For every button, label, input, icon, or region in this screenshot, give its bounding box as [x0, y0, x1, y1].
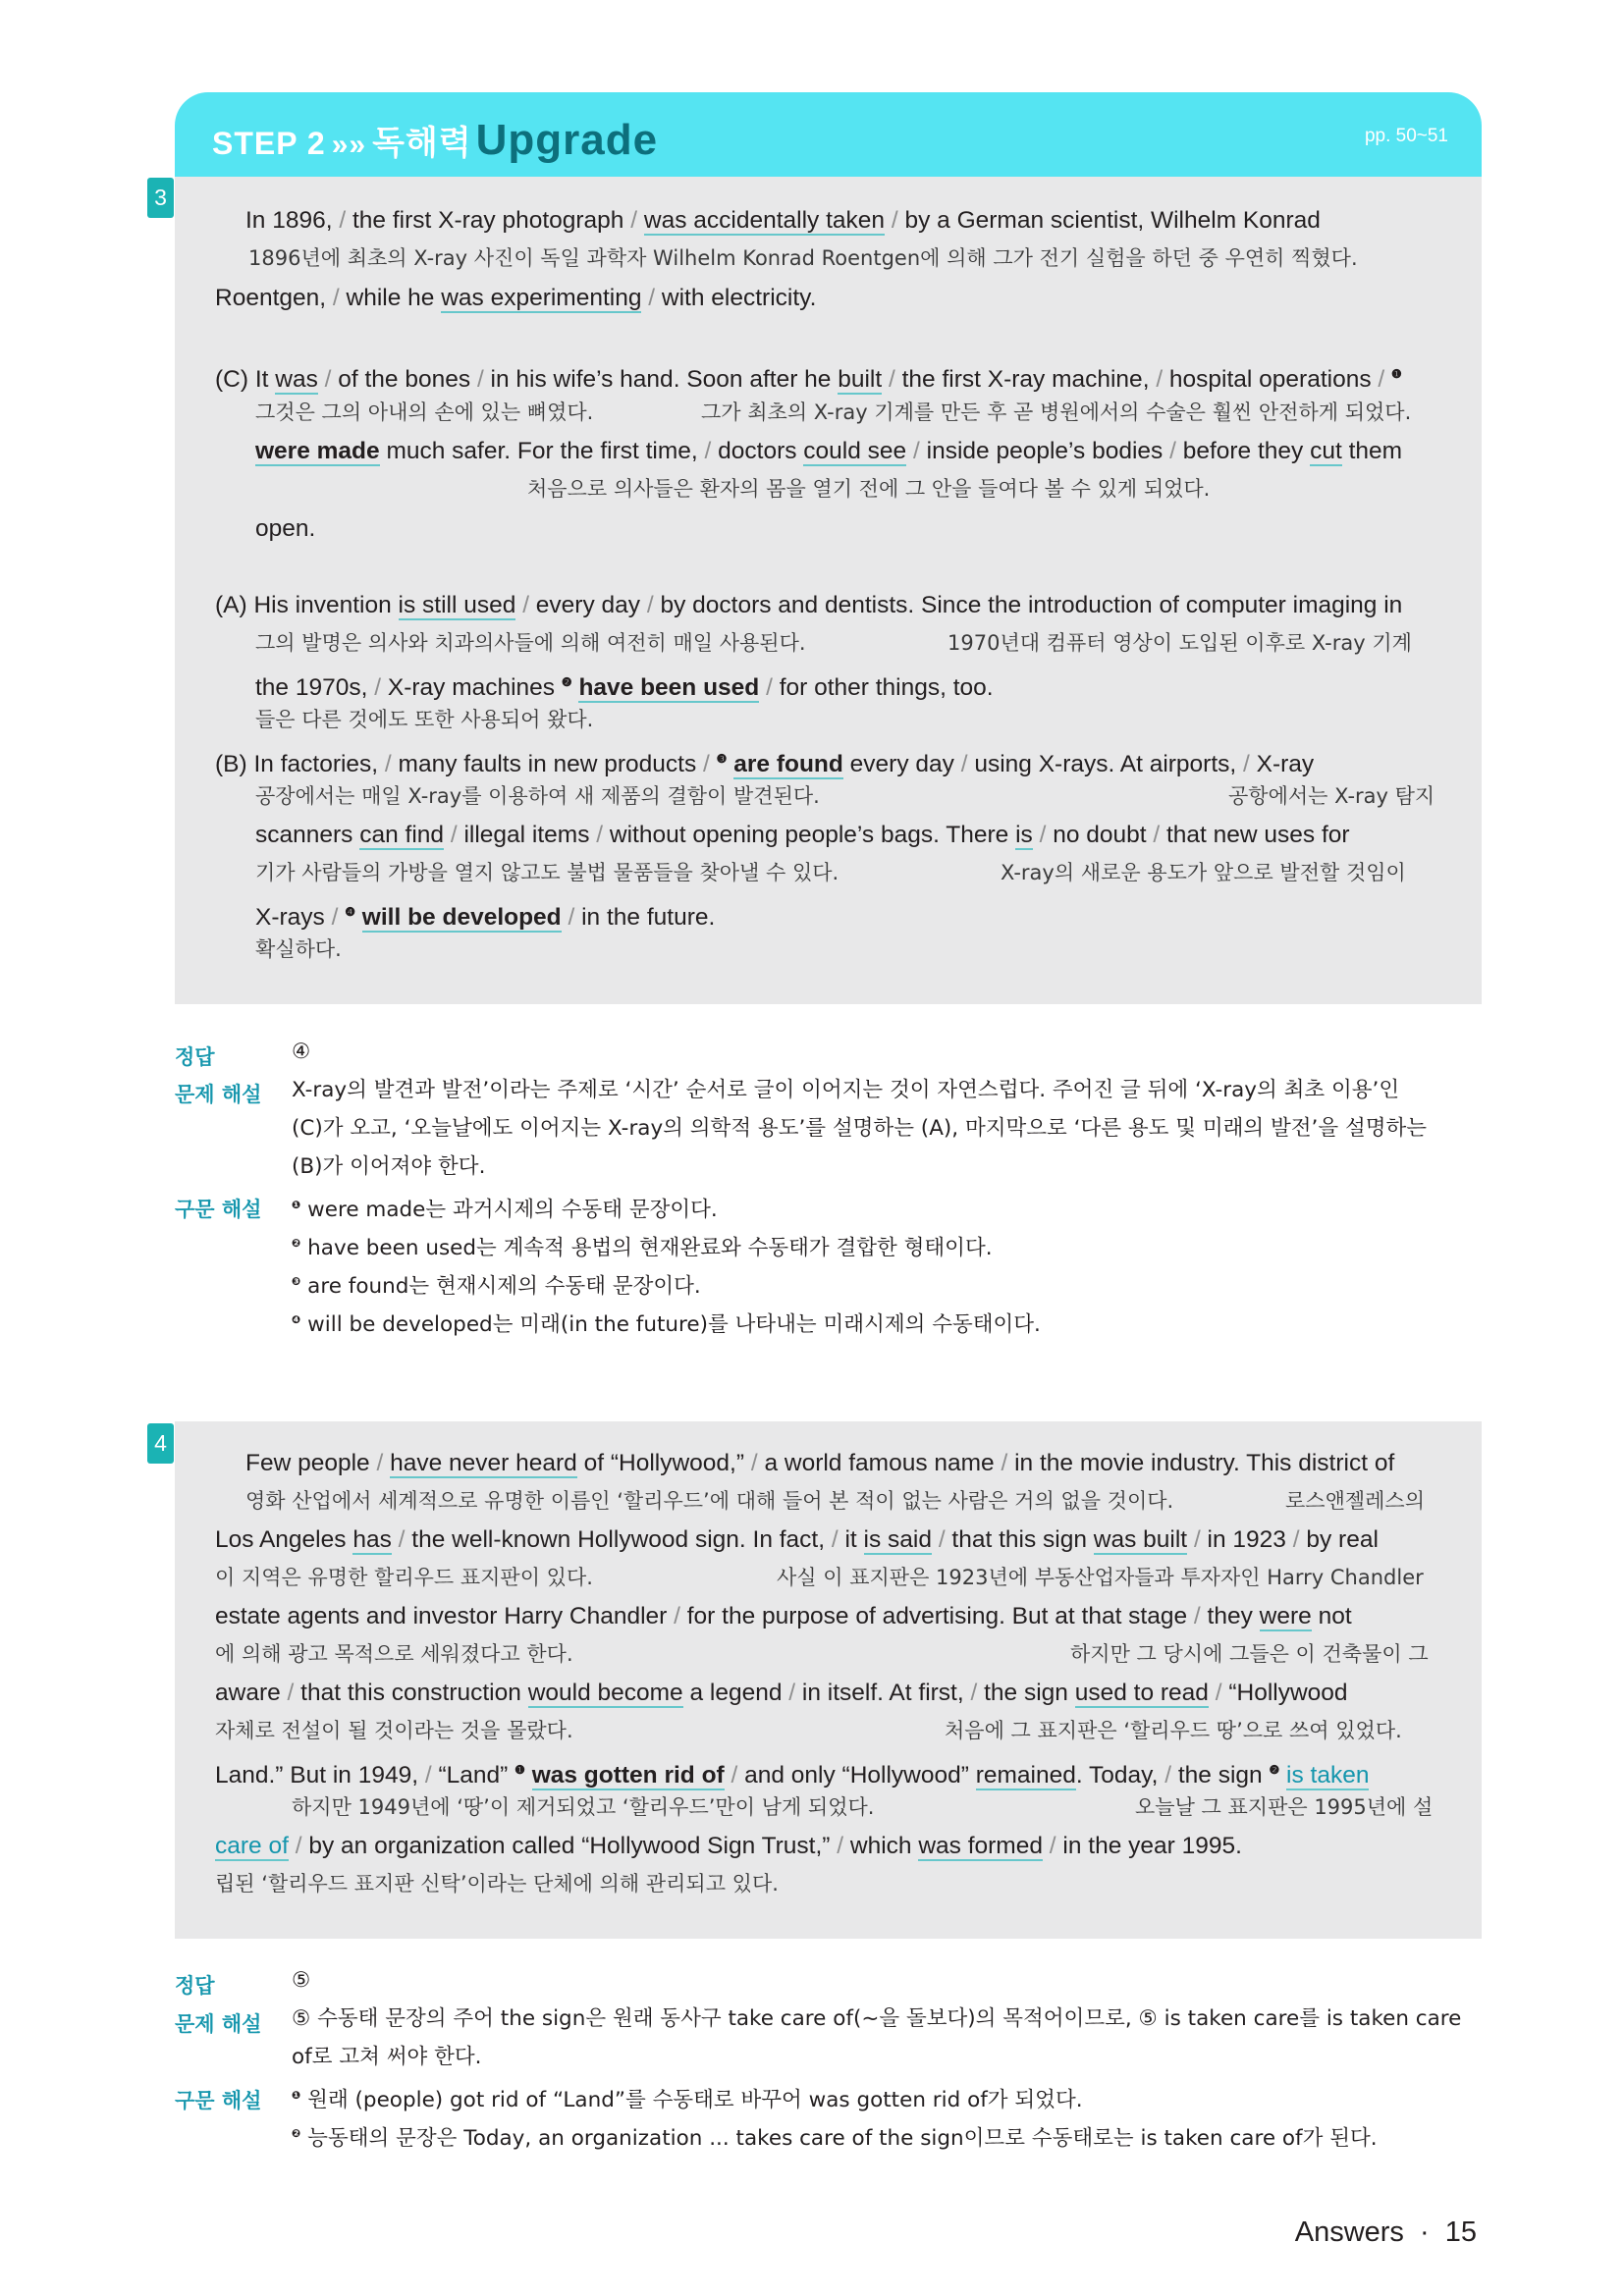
step-label: STEP 2: [212, 126, 326, 161]
passage3-line: scanners can find / illegal items / without opening people’s bags. There is / no doubt / that new uses for: [255, 822, 1350, 848]
passage4-translation: 사실 이 표지판은 1923년에 부동산업자들과 투자자인 Harry Chandler: [777, 1566, 1424, 1589]
passage4-translation: 하지만 그 당시에 그들은 이 건축물이 그: [1070, 1642, 1429, 1666]
passage3-line: (C) It was / of the bones / in his wife’s hand. Soon after he built / the first X-ray machine, / hospital operations / $^❶$: [215, 366, 1402, 393]
syntax-label: 구문 해설: [175, 2089, 262, 2112]
passage3-line: open.: [255, 515, 316, 542]
explanation-line: (B)가 이어져야 한다.: [292, 1154, 486, 1179]
passage3-translation: X-ray의 새로운 용도가 앞으로 발전할 것임이: [1001, 861, 1406, 884]
passage3-translation: 확실하다.: [255, 937, 342, 961]
footer-label: Answers: [1294, 2216, 1404, 2248]
passage3-translation: 공장에서는 매일 X-ray를 이용하여 새 제품의 결함이 발견된다.: [255, 784, 820, 808]
passage3-translation: 그것은 그의 아내의 손에 있는 뼈였다.: [255, 400, 594, 424]
answer-label: 정답: [175, 1045, 215, 1069]
passage3-translation: 공항에서는 X-ray 탐지: [1228, 784, 1435, 808]
passage3-line: (A) His invention is still used / every day / by doctors and dentists. Since the introduction of computer imaging in: [215, 592, 1403, 618]
passage4-translation: 에 의해 광고 목적으로 세워졌다고 한다.: [215, 1642, 573, 1666]
passage4-translation: 영화 산업에서 세계적으로 유명한 이름인 ‘할리우드’에 대해 들어 본 적이 없는 사람은 거의 없을 것이다.: [245, 1489, 1174, 1513]
passage4-translation: 이 지역은 유명한 할리우드 표지판이 있다.: [215, 1566, 593, 1589]
syntax-line: $^❷$ have been used는 계속적 용법의 현재완료와 수동태가 결합한 형태이다.: [292, 1236, 993, 1260]
passage3-translation: 처음으로 의사들은 환자의 몸을 열기 전에 그 안을 들여다 볼 수 있게 되었다.: [527, 477, 1211, 501]
passage4-translation: 하지만 1949년에 ‘땅’이 제거되었고 ‘할리우드’만이 남게 되었다.: [292, 1795, 875, 1819]
passage4-line: Few people / have never heard of “Hollywood,” / a world famous name / in the movie industry. This district of: [245, 1450, 1395, 1476]
page-footer: [1295, 2216, 1477, 2249]
passage4-line: care of / by an organization called “Hollywood Sign Trust,” / which was formed / in the year 1995.: [215, 1833, 1242, 1859]
passage4-line: Land.” But in 1949, / “Land” $^❶$ was gotten rid of / and only “Hollywood” remained. Today, / the sign $^❷$ is taken: [215, 1762, 1370, 1789]
question-number-3: 3: [147, 178, 174, 218]
title-korean: 독해력: [372, 124, 472, 163]
double-chevron-icon: »»: [331, 129, 367, 161]
title-english: Upgrade: [475, 116, 659, 164]
syntax-label: 구문 해설: [175, 1198, 262, 1221]
passage3-line: (B) In factories, / many faults in new products / $^❸$ are found every day / using X-rays. At airports, / X-ray: [215, 751, 1315, 777]
passage3-line: the 1970s, / X-ray machines $^❷$ have been used / for other things, too.: [255, 674, 994, 701]
explanation-label: 문제 해설: [175, 2012, 262, 2036]
explanation-label: 문제 해설: [175, 1083, 262, 1106]
passage3-translation: 1896년에 최초의 X-ray 사진이 독일 과학자 Wilhelm Konrad Roentgen에 의해 그가 전기 실험을 하던 중 우연히 찍혔다.: [248, 246, 1358, 270]
passage3-line: X-rays / $^❹$ will be developed / in the future.: [255, 904, 716, 931]
answer-label: 정답: [175, 1974, 215, 1998]
section-title: [212, 116, 658, 165]
passage4-translation: 로스앤젤레스의: [1285, 1489, 1426, 1513]
passage3-translation: 기가 사람들의 가방을 열지 않고도 불법 물품들을 찾아낼 수 있다.: [255, 861, 839, 884]
question-number-4: 4: [147, 1423, 174, 1464]
explanation-line: ⑤ 수동태 문장의 주어 the sign은 원래 동사구 take care of(~을 돌보다)의 목적어이므로, ⑤ is taken care를 is taken care: [292, 2006, 1462, 2031]
syntax-line: $^❸$ are found는 현재시제의 수동태 문장이다.: [292, 1274, 701, 1299]
page-number: 15: [1444, 2216, 1477, 2248]
passage3-translation: 그가 최초의 X-ray 기계를 만든 후 곧 병원에서의 수술은 훨씬 안전하게 되었다.: [701, 400, 1412, 424]
passage3-translation: 그의 발명은 의사와 치과의사들에 의해 여전히 매일 사용된다.: [255, 631, 806, 655]
page-range: pp. 50~51: [1364, 126, 1448, 146]
footer-separator: ·: [1420, 2216, 1430, 2248]
passage3-line: Roentgen, / while he was experimenting / with electricity.: [215, 285, 817, 311]
syntax-line: $^❷$ 능동태의 문장은 Today, an organization ... takes care of the sign이므로 수동태로는 is taken care of가 된다.: [292, 2126, 1378, 2151]
syntax-line: $^❶$ were made는 과거시제의 수동태 문장이다.: [292, 1198, 718, 1222]
explanation-line: of로 고쳐 써야 한다.: [292, 2045, 482, 2069]
explanation-line: X-ray의 발견과 발전’이라는 주제로 ‘시간’ 순서로 글이 이어지는 것이 자연스럽다. 주어진 글 뒤에 ‘X-ray의 최초 이용’인: [292, 1078, 1400, 1102]
passage3-translation: 1970년대 컴퓨터 영상이 도입된 이후로 X-ray 기계: [947, 631, 1412, 655]
passage4-translation: 오늘날 그 표지판은 1995년에 설: [1135, 1795, 1434, 1819]
syntax-line: $^❹$ will be developed는 미래(in the future)를 나타내는 미래시제의 수동태이다.: [292, 1312, 1041, 1337]
syntax-line: $^❶$ 원래 (people) got rid of “Land”를 수동태로 바꾸어 was gotten rid of가 되었다.: [292, 2088, 1083, 2112]
passage4-translation: 처음에 그 표지판은 ‘할리우드 땅’으로 쓰여 있었다.: [945, 1719, 1402, 1742]
passage3-translation: 들은 다른 것에도 또한 사용되어 왔다.: [255, 708, 594, 731]
passage4-translation: 자체로 전설이 될 것이라는 것을 몰랐다.: [215, 1719, 573, 1742]
answer-value: ⑤: [292, 1968, 311, 1993]
passage4-line: Los Angeles has / the well-known Hollywood sign. In fact, / it is said / that this sign was built / in 1923 / by real: [215, 1526, 1379, 1553]
passage3-line: In 1896, / the first X-ray photograph / was accidentally taken / by a German scientist, Wilhelm Konrad: [245, 207, 1321, 234]
passage4-translation: 립된 ‘할리우드 표지판 신탁’이라는 단체에 의해 관리되고 있다.: [215, 1872, 779, 1896]
passage4-line: estate agents and investor Harry Chandler / for the purpose of advertising. But at that stage / they were not: [215, 1603, 1352, 1629]
passage4-line: aware / that this construction would become a legend / in itself. At first, / the sign used to read / “Hollywood: [215, 1680, 1348, 1706]
passage3-line: were made much safer. For the first time, / doctors could see / inside people’s bodies / before they cut them: [255, 438, 1403, 464]
explanation-line: (C)가 오고, ‘오늘날에도 이어지는 X-ray의 의학적 용도’를 설명하는 (A), 마지막으로 ‘다른 용도 및 미래의 발전’을 설명하는: [292, 1116, 1428, 1141]
answer-value: ④: [292, 1040, 311, 1064]
